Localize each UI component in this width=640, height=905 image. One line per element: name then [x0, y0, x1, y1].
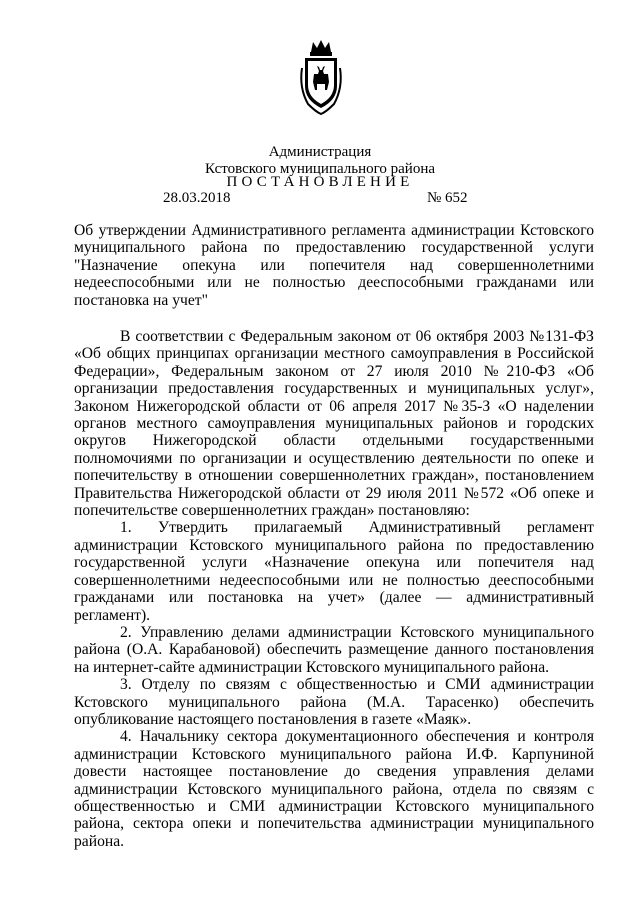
item-1-paragraph: 1. Утвердить прилагаемый Административный регламент администрации Кстовского муниципального района по предоставлению государственной услуги «Назначение опекуна или попечителя над совершеннолетними недееспособными или не полностью дееспособными гражданами или постановка на учет» (далее — административный регламент). [74, 519, 594, 624]
document-number: № 652 [427, 190, 468, 206]
document-type: ПОСТАНОВЛЕНИЕ [226, 174, 414, 190]
document-date: 28.03.2018 [163, 190, 231, 206]
document-title: Об утверждении Административного регламента администрации Кстовского муниципального района по предоставлению государственной услуги "Назначение опекуна или попечителя над совершеннолетними недееспособными или не полностью дееспособными гражданами или постановка на учет" [74, 222, 594, 309]
item-3-paragraph: 3. Отделу по связям с общественностью и СМИ администрации Кстовского муниципального района (М.А. Тарасенко) обеспечить опубликование настоящего постановления в газете «Маяк». [74, 676, 594, 728]
coat-of-arms-emblem [296, 38, 346, 118]
document-body [74, 328, 594, 850]
preamble-paragraph: В соответствии с Федеральным законом от 06 октября 2003 №131-ФЗ «Об общих принципах организации местного самоуправления в Российской Федерации», Федеральным законом от 27 июля 2010 №210-ФЗ «Об организации предоставления государственных и муниципальных услуг», Законом Нижегородской области от 06 апреля 2017 №35-З «О наделении органов местного самоуправления муниципальных районов и городских округов Нижегородской области отдельными государственными полномочиями по организации и осуществлению деятельности по опеке и попечительству в отношении совершеннолетних граждан», постановлением Правительства Нижегородской области от 29 июля 2011 №572 «Об опеке и попечительстве совершеннолетних граждан» постановляю: [74, 328, 594, 520]
item-4-paragraph: 4. Начальнику сектора документационного обеспечения и контроля администрации Кстовского муниципального района И.Ф. Карпуниной довести настоящее постановление до сведения управления делами администрации Кстовского муниципального района, отдела по связям с общественностью и СМИ администрации Кстовского муниципального района, сектора опеки и попечительства администрации муниципального района. [74, 728, 594, 850]
organization-name: Администрация [268, 144, 372, 160]
district-name: Кстовского муниципального района [204, 161, 436, 177]
item-2-paragraph: 2. Управлению делами администрации Кстовского муниципального района (О.А. Карабановой) обеспечить размещение данного постановления на интернет-сайте администрации Кстовского муниципального района. [74, 623, 594, 676]
